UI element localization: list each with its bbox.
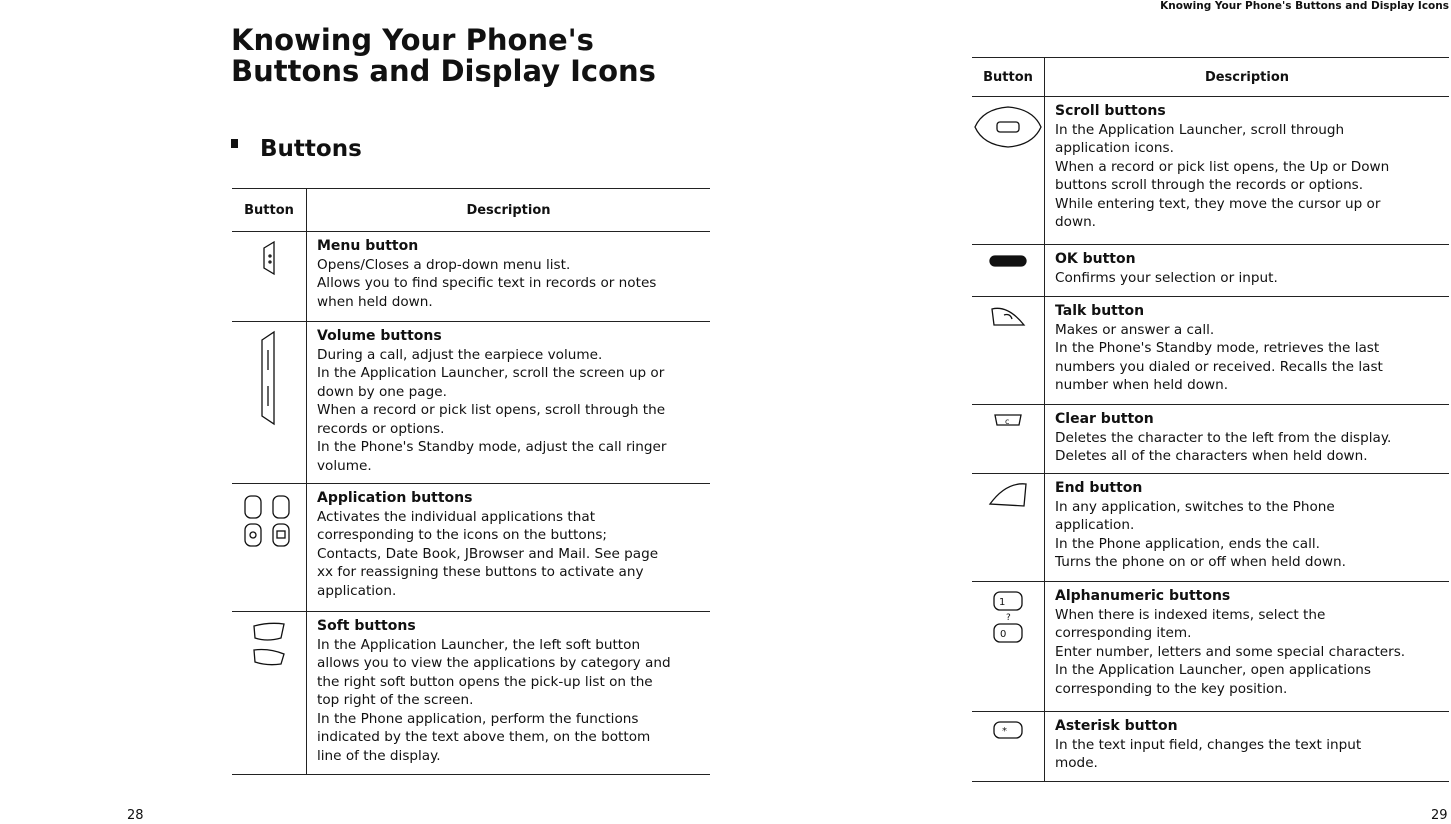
description-line: corresponding item. [1055, 625, 1192, 641]
description-line: In the Phone's Standby mode, adjust the call ringer [317, 439, 667, 455]
table-row [972, 473, 1449, 581]
scroll-buttons-icon [972, 97, 1045, 244]
running-header: Knowing Your Phone's Buttons and Display Icons [1160, 0, 1449, 12]
description-line: Allows you to find specific text in records or notes [317, 275, 657, 291]
title-line: Knowing Your Phone's [231, 23, 594, 57]
row-title: Scroll buttons [1055, 103, 1166, 119]
description-line: Contacts, Date Book, JBrowser and Mail. See page [317, 545, 659, 562]
description-line: In the Application Launcher, scroll the screen up or [317, 365, 665, 381]
buttons-table-left [232, 188, 710, 775]
row-description [1045, 297, 1383, 404]
row-description [1045, 582, 1405, 711]
description-line: In any application, switches to the Phone [1055, 498, 1335, 515]
description-line: top right of the screen. [317, 692, 474, 708]
table-row [232, 483, 710, 611]
row-title: End button [1055, 480, 1143, 496]
section-label: Buttons [260, 136, 362, 162]
description-line: Enter number, letters and some special characters. [1055, 643, 1406, 660]
table-header [232, 189, 710, 231]
row-description [1045, 97, 1389, 244]
description-line: In the Application Launcher, scroll through [1055, 121, 1345, 138]
table-row [972, 581, 1449, 711]
table-header [972, 58, 1449, 96]
row-description [1045, 712, 1361, 781]
description-line: Confirms your selection or input. [1055, 269, 1278, 286]
description-line: Deletes the character to the left from the display. [1055, 429, 1392, 446]
application-buttons-icon [232, 484, 307, 611]
row-title: Asterisk button [1055, 718, 1178, 734]
row-title: Talk button [1055, 303, 1145, 319]
buttons-table-right [972, 57, 1449, 782]
description-line: application icons. [1055, 140, 1174, 156]
description-line: records or options. [317, 420, 445, 437]
table-row [972, 404, 1449, 473]
description-line: In the Phone application, ends the call. [1055, 535, 1320, 552]
ok-button-icon [972, 245, 1045, 296]
description-line: numbers you dialed or received. Recalls the last [1055, 358, 1383, 375]
table-row [232, 321, 710, 483]
description-line: Makes or answer a call. [1055, 321, 1215, 338]
description-line: Activates the individual applications that [317, 508, 596, 525]
description-line: the right soft button opens the pick-up list on the [317, 673, 653, 690]
table-row [972, 96, 1449, 244]
menu-button-icon [232, 232, 307, 321]
row-title: Alphanumeric buttons [1055, 588, 1231, 604]
soft-buttons-icon [232, 612, 307, 774]
description-line: Deletes all of the characters when held down. [1055, 448, 1368, 464]
description-line: In the Phone's Standby mode, retrieves the last [1055, 340, 1380, 356]
description-line: down. [1055, 214, 1097, 230]
column-header-button: Button [232, 189, 307, 231]
alphanumeric-buttons-icon [972, 582, 1045, 711]
page-title [231, 25, 656, 87]
svg-text:*: * [1002, 726, 1007, 737]
description-line: xx for reassigning these buttons to activate any [317, 564, 644, 580]
row-description [307, 484, 658, 611]
description-line: application. [1055, 517, 1135, 533]
description-line: Turns the phone on or off when held down. [1055, 554, 1346, 570]
table-row [232, 231, 710, 321]
end-button-icon [972, 474, 1045, 581]
table-row [972, 244, 1449, 296]
table-row [972, 711, 1449, 781]
description-line: indicated by the text above them, on the bottom [317, 729, 651, 745]
description-line: when held down. [317, 293, 433, 310]
volume-buttons-icon [232, 322, 307, 483]
description-line: While entering text, they move the cursor up or [1055, 195, 1381, 212]
row-description [1045, 405, 1391, 473]
description-line: buttons scroll through the records or options. [1055, 177, 1364, 193]
description-line: mode. [1055, 755, 1098, 771]
row-description [307, 232, 656, 321]
svg-text:c: c [1005, 417, 1010, 426]
bullet-icon [231, 139, 238, 148]
column-header-description: Description [1204, 69, 1290, 85]
row-title: Soft buttons [317, 618, 416, 634]
clear-button-icon [972, 405, 1045, 473]
column-header-button: Button [972, 58, 1045, 96]
table-row [972, 296, 1449, 404]
description-line: number when held down. [1055, 377, 1229, 393]
description-line: In the Application Launcher, the left soft button [317, 636, 641, 653]
row-title: Menu button [317, 238, 419, 254]
page-number-left: 28 [127, 808, 144, 823]
table-row [232, 611, 710, 774]
description-line: In the text input field, changes the text input [1055, 736, 1362, 753]
description-line: During a call, adjust the earpiece volume. [317, 346, 603, 363]
svg-text:?: ? [1006, 613, 1011, 623]
description-line: In the Application Launcher, open applications [1055, 662, 1371, 678]
row-title: Volume buttons [317, 328, 442, 344]
description-line: When a record or pick list opens, the Up or Down [1055, 158, 1390, 175]
description-line: corresponding to the icons on the buttons; [317, 527, 607, 543]
title-line: Buttons and Display Icons [231, 54, 656, 88]
page-number-right: 29 [1431, 808, 1448, 823]
description-line: When there is indexed items, select the [1055, 606, 1326, 623]
description-line: line of the display. [317, 747, 441, 764]
row-description [1045, 474, 1346, 581]
row-description [1045, 245, 1278, 296]
row-description [307, 322, 667, 483]
svg-text:0: 0 [1000, 629, 1007, 640]
row-title: Application buttons [317, 490, 473, 506]
description-line: volume. [317, 457, 372, 474]
description-line: When a record or pick list opens, scroll through the [317, 402, 666, 418]
row-description [307, 612, 671, 774]
row-title: Clear button [1055, 411, 1154, 427]
row-title: OK button [1055, 251, 1136, 267]
talk-button-icon [972, 297, 1045, 404]
svg-text:1: 1 [999, 597, 1006, 608]
description-line: down by one page. [317, 383, 447, 400]
description-line: application. [317, 582, 397, 599]
description-line: corresponding to the key position. [1055, 680, 1288, 697]
description-line: allows you to view the applications by category and [317, 655, 671, 671]
column-header-description: Description [466, 202, 551, 218]
description-line: In the Phone application, perform the functions [317, 710, 639, 727]
asterisk-button-icon [972, 712, 1045, 781]
description-line: Opens/Closes a drop-down menu list. [317, 256, 571, 273]
section-heading [231, 136, 362, 162]
